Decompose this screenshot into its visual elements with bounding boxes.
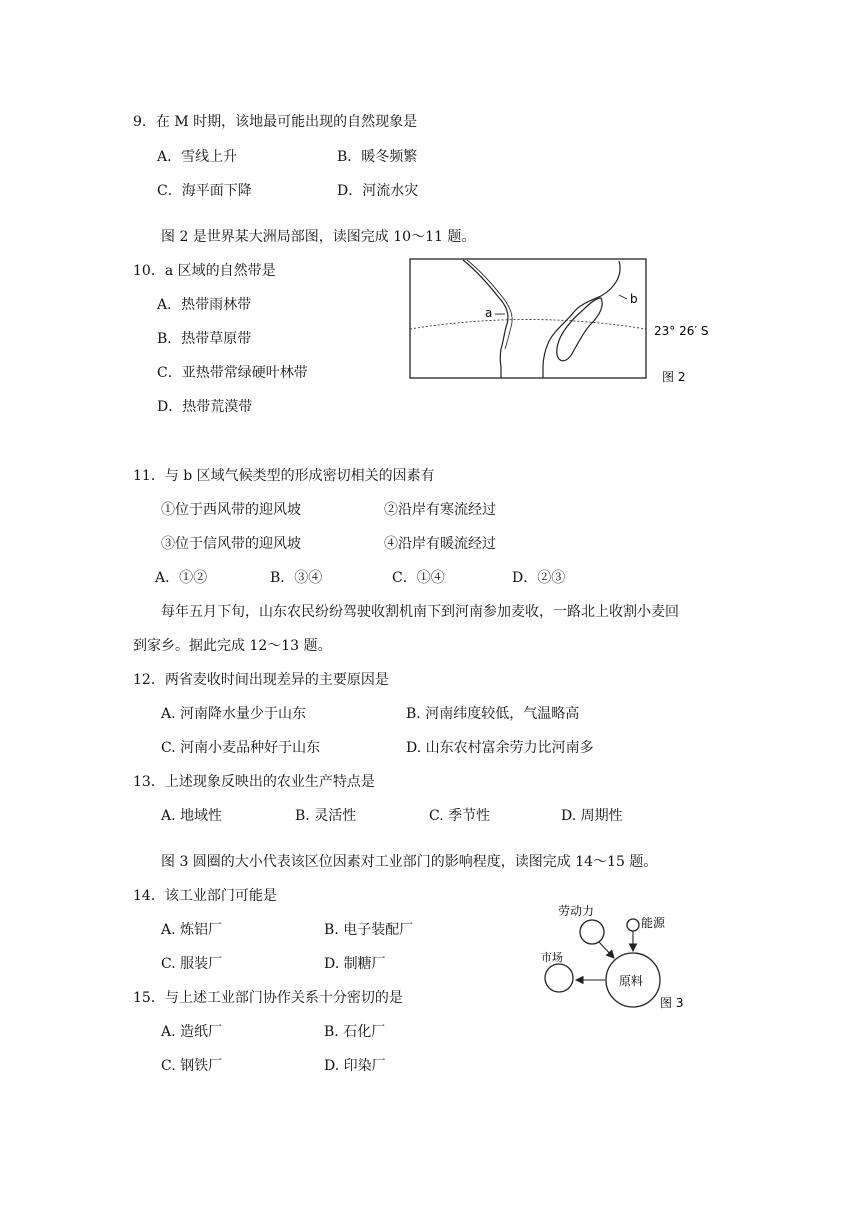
q13-stem: 13．上述现象反映出的农业生产特点是 xyxy=(133,774,375,790)
latitude-label: 23° 26′ S xyxy=(654,324,709,338)
q10-stem: 10．a 区域的自然带是 xyxy=(133,263,276,279)
q15-option-c: C. 钢铁厂 xyxy=(161,1058,223,1074)
labor-circle xyxy=(580,920,604,944)
coastline-west-inner xyxy=(467,260,512,349)
q10-option-a: A．热带雨林带 xyxy=(157,297,252,313)
figure-3-caption: 图 3 xyxy=(660,996,684,1010)
market-circle xyxy=(545,964,573,992)
market-label: 市场 xyxy=(541,951,563,964)
figure-3-diagram xyxy=(530,898,705,1018)
energy-circle xyxy=(627,919,639,931)
q14-option-d: D. 制糖厂 xyxy=(324,956,386,972)
q9-stem: 9．在 M 时期，该地最可能出现的自然现象是 xyxy=(133,114,418,130)
q14-option-b: B. 电子装配厂 xyxy=(324,922,414,938)
figure-2-caption: 图 2 xyxy=(662,370,686,384)
q11-statement-3: ③位于信风带的迎风坡 xyxy=(161,536,301,552)
label-a: a xyxy=(485,306,493,320)
q12-option-a: A. 河南降水量少于山东 xyxy=(161,706,307,722)
q11-option-c: C．①④ xyxy=(392,570,445,586)
raw-material-label: 原料 xyxy=(619,974,644,988)
q11-option-a: A．①② xyxy=(155,570,208,586)
q9-option-a: A．雪线上升 xyxy=(157,149,238,165)
q13-option-d: D. 周期性 xyxy=(561,808,623,824)
q11-statement-4: ④沿岸有暖流经过 xyxy=(384,536,496,552)
q11-statement-2: ②沿岸有寒流经过 xyxy=(384,502,496,518)
q11-option-d: D．②③ xyxy=(512,570,566,586)
coastline-east xyxy=(543,261,620,378)
q15-stem: 15．与上述工业部门协作关系十分密切的是 xyxy=(133,990,403,1006)
q9-option-d: D．河流水灾 xyxy=(337,183,419,199)
q9-option-b: B．暖冬频繁 xyxy=(337,149,418,165)
q15-option-d: D. 印染厂 xyxy=(324,1058,386,1074)
q13-option-c: C. 季节性 xyxy=(429,808,491,824)
passage-12-line-2: 到家乡。据此完成 12～13 题。 xyxy=(133,638,332,654)
q15-option-a: A. 造纸厂 xyxy=(161,1024,223,1040)
q9-option-c: C．海平面下降 xyxy=(157,183,252,199)
energy-label: 能源 xyxy=(641,916,666,930)
q12-option-d: D. 山东农村富余劳力比河南多 xyxy=(406,740,594,756)
q14-stem: 14．该工业部门可能是 xyxy=(133,888,277,904)
q14-option-a: A. 炼铝厂 xyxy=(161,922,223,938)
q13-option-b: B. 灵活性 xyxy=(295,808,357,824)
q12-stem: 12．两省麦收时间出现差异的主要原因是 xyxy=(133,672,389,688)
map-frame xyxy=(410,259,646,378)
q10-option-b: B．热带草原带 xyxy=(157,331,252,347)
q15-option-b: B. 石化厂 xyxy=(324,1024,386,1040)
q13-option-a: A. 地域性 xyxy=(161,808,223,824)
latitude-line xyxy=(410,320,646,330)
labor-label: 劳动力 xyxy=(558,904,595,918)
label-b-leader xyxy=(619,295,627,299)
q14-option-c: C. 服装厂 xyxy=(161,956,223,972)
q11-stem: 11．与 b 区域气候类型的形成密切相关的因素有 xyxy=(133,468,435,484)
figure-3-intro: 图 3 圆圈的大小代表该区位因素对工业部门的影响程度，读图完成 14～15 题。 xyxy=(161,854,658,870)
q12-option-c: C. 河南小麦品种好于山东 xyxy=(161,740,321,756)
q12-option-b: B. 河南纬度较低，气温略高 xyxy=(406,706,580,722)
passage-12-line-1: 每年五月下旬，山东农民纷纷驾驶收割机南下到河南参加麦收，一路北上收割小麦回 xyxy=(161,604,679,620)
q10-option-c: C．亚热带常绿硬叶林带 xyxy=(157,365,308,381)
q11-statement-1: ①位于西风带的迎风坡 xyxy=(161,502,301,518)
arrow-labor-to-raw xyxy=(599,942,614,958)
q11-option-b: B．③④ xyxy=(270,570,323,586)
q10-option-d: D．热带荒漠带 xyxy=(157,399,253,415)
figure-2-intro: 图 2 是世界某大洲局部图，读图完成 10～11 题。 xyxy=(161,229,476,245)
label-b: b xyxy=(630,292,638,306)
figure-2-map xyxy=(405,255,735,390)
